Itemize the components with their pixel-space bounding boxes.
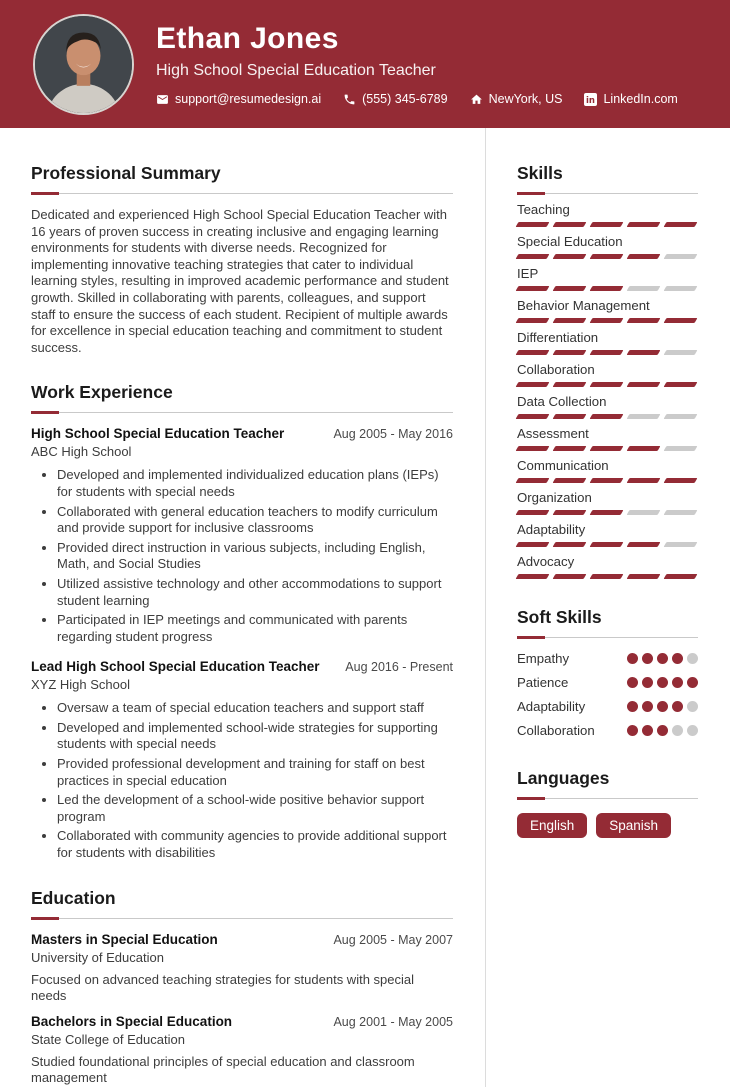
work-experience-section	[31, 382, 453, 861]
profile-photo	[33, 14, 134, 115]
education-entry	[31, 932, 453, 1005]
skill-bar	[517, 446, 698, 451]
skill-bar-segment	[627, 478, 661, 483]
job-entry	[31, 659, 453, 861]
skill-bar-segment	[516, 510, 550, 515]
education-heading: Education	[31, 888, 453, 919]
skill-bar-segment	[627, 254, 661, 259]
skill-bar-segment	[516, 382, 550, 387]
skill-bar-segment	[590, 542, 624, 547]
skill-bar	[517, 478, 698, 483]
skill-label: Differentiation	[517, 330, 599, 345]
skill-label: Assessment	[517, 426, 589, 441]
skill-entry	[517, 202, 698, 227]
skill-bar-segment	[590, 286, 624, 291]
skill-label: Advocacy	[517, 554, 575, 569]
job-company: XYZ High School	[31, 677, 130, 693]
contact-linkedin[interactable]	[584, 92, 677, 106]
skill-bar-segment	[664, 446, 698, 451]
summary-text: Dedicated and experienced High School Special Education Teacher with 16 years of proven success in creating inclusive and engaging learning environments for students with diverse needs. Recognized for implementing innovative teaching strategies that cater to individual learning styles, resulting in improved academic performance and student growth. Skilled in collaborating with parents, colleagues, and support staff to ensure the success of each student. Recipient of multiple awards for excellence in special education teaching and commitment to student success.	[31, 207, 449, 355]
soft-skill-dots	[627, 653, 698, 664]
soft-skill-dot	[672, 725, 683, 736]
skill-bar-segment	[590, 414, 624, 419]
education-dates: Aug 2005 - May 2007	[333, 932, 453, 947]
skill-bar-segment	[627, 446, 661, 451]
education-entry-header	[31, 932, 453, 947]
skill-bar-segment	[664, 478, 698, 483]
skill-entry	[517, 426, 698, 451]
skill-bar-segment	[553, 318, 587, 323]
bullet-item: • Provided professional development and training for staff on best practices in special education	[57, 756, 453, 789]
contact-linkedin-text: LinkedIn.com	[603, 92, 678, 106]
soft-skill-dot	[657, 653, 668, 664]
contact-location	[470, 92, 563, 106]
skill-entry	[517, 234, 698, 259]
skill-bar-segment	[516, 574, 550, 579]
main-column	[0, 128, 485, 1087]
soft-skill-dot	[657, 677, 668, 688]
language-badge: English	[517, 813, 587, 838]
skill-bar-segment	[664, 382, 698, 387]
work-experience-heading: Work Experience	[31, 382, 453, 413]
job-list	[31, 426, 453, 861]
skill-label: Behavior Management	[517, 298, 650, 313]
skill-bar-segment	[664, 318, 698, 323]
skill-bar	[517, 286, 698, 291]
skill-list	[517, 202, 698, 579]
skill-bar-segment	[627, 414, 661, 419]
job-bullet-list	[31, 700, 453, 861]
skill-bar-segment	[590, 222, 624, 227]
contact-location-text: NewYork, US	[488, 92, 563, 106]
languages-heading: Languages	[517, 768, 698, 799]
skill-label: Communication	[517, 458, 609, 473]
skills-heading: Skills	[517, 163, 698, 194]
education-school: University of Education	[31, 949, 164, 965]
skill-bar-segment	[627, 318, 661, 323]
soft-skill-dot	[672, 701, 683, 712]
soft-skill-entry	[517, 651, 698, 666]
linkedin-icon	[584, 93, 597, 106]
sidebar-column	[485, 128, 730, 1087]
skill-entry	[517, 298, 698, 323]
bullet-item: • Participated in IEP meetings and communicated with parents regarding student progress	[57, 612, 453, 645]
soft-skill-entry	[517, 675, 698, 690]
skill-bar-segment	[627, 510, 661, 515]
soft-skill-dots	[627, 701, 698, 712]
skill-entry	[517, 458, 698, 483]
education-description: Focused on advanced teaching strategies for students with special needs	[31, 971, 415, 1004]
education-degree: Masters in Special Education	[31, 931, 218, 947]
skill-bar-segment	[664, 542, 698, 547]
bullet-item: • Collaborated with community agencies to provide additional support for students with disabilities	[57, 828, 453, 861]
soft-skill-dot	[627, 701, 638, 712]
soft-skill-entry	[517, 723, 698, 738]
job-bullet-list	[31, 467, 453, 645]
skill-bar-segment	[590, 478, 624, 483]
skill-label: Teaching	[517, 202, 570, 217]
summary-heading: Professional Summary	[31, 163, 453, 194]
skill-bar-segment	[590, 510, 624, 515]
soft-skill-dot	[657, 701, 668, 712]
skill-bar-segment	[516, 542, 550, 547]
job-entry	[31, 426, 453, 645]
skill-bar	[517, 542, 698, 547]
skill-bar	[517, 318, 698, 323]
skill-bar-segment	[553, 574, 587, 579]
skill-bar-segment	[627, 222, 661, 227]
candidate-title: High School Special Education Teacher	[156, 62, 436, 79]
skill-bar-segment	[627, 542, 661, 547]
svg-text:in: in	[586, 95, 596, 106]
skill-entry	[517, 330, 698, 355]
skill-bar-segment	[664, 350, 698, 355]
language-badge-list	[517, 813, 698, 838]
skill-bar-segment	[664, 254, 698, 259]
bullet-item: • Oversaw a team of special education teachers and support staff	[57, 700, 453, 717]
job-entry-header	[31, 659, 453, 674]
job-company: ABC High School	[31, 444, 132, 460]
skill-bar-segment	[553, 382, 587, 387]
header-text-block	[156, 22, 678, 106]
soft-skill-dot	[657, 725, 668, 736]
soft-skill-label: Empathy	[517, 651, 570, 666]
soft-skill-dot	[627, 653, 638, 664]
soft-skills-section	[517, 607, 698, 738]
skill-bar-segment	[553, 542, 587, 547]
skill-bar-segment	[516, 478, 550, 483]
skill-bar-segment	[590, 574, 624, 579]
bullet-item: • Led the development of a school-wide positive behavior support program	[57, 792, 453, 825]
job-title: Lead High School Special Education Teacher	[31, 659, 320, 675]
skill-bar-segment	[664, 222, 698, 227]
soft-skill-dot	[642, 701, 653, 712]
skill-bar	[517, 222, 698, 227]
skill-bar-segment	[516, 446, 550, 451]
education-dates: Aug 2001 - May 2005	[333, 1014, 453, 1029]
resume-body	[0, 128, 730, 1087]
skill-bar	[517, 510, 698, 515]
skill-entry	[517, 554, 698, 579]
skill-entry	[517, 266, 698, 291]
bullet-item: • Provided direct instruction in various subjects, including English, Math, and Social Studies	[57, 540, 453, 573]
soft-skill-dot	[672, 653, 683, 664]
bullet-item: • Utilized assistive technology and other accommodations to support student learning	[57, 576, 453, 609]
skill-bar-segment	[627, 574, 661, 579]
skill-bar-segment	[553, 286, 587, 291]
soft-skill-entry	[517, 699, 698, 714]
resume-header	[0, 0, 730, 128]
soft-skills-heading: Soft Skills	[517, 607, 698, 638]
language-badge: Spanish	[596, 813, 671, 838]
home-icon	[470, 93, 483, 106]
skill-label: Data Collection	[517, 394, 607, 409]
email-icon	[156, 93, 169, 106]
skill-bar-segment	[627, 382, 661, 387]
soft-skill-dots	[627, 725, 698, 736]
education-entry-header	[31, 1014, 453, 1029]
soft-skill-dot	[627, 677, 638, 688]
phone-icon	[343, 93, 356, 106]
soft-skill-dot	[642, 653, 653, 664]
job-dates: Aug 2005 - May 2016	[333, 427, 453, 442]
education-description: Studied foundational principles of special education and classroom management	[31, 1053, 415, 1086]
education-list	[31, 932, 453, 1087]
soft-skill-dot	[627, 725, 638, 736]
soft-skill-dot	[642, 677, 653, 688]
contact-email[interactable]	[156, 92, 321, 106]
education-degree: Bachelors in Special Education	[31, 1013, 233, 1029]
soft-skill-label: Adaptability	[517, 699, 586, 714]
skill-entry	[517, 362, 698, 387]
skill-label: Adaptability	[517, 522, 586, 537]
education-section	[31, 888, 453, 1087]
skill-entry	[517, 490, 698, 515]
skill-bar-segment	[516, 222, 550, 227]
contact-row	[156, 92, 678, 106]
contact-phone-text: (555) 345-6789	[362, 92, 448, 106]
soft-skill-dot	[687, 677, 698, 688]
skill-bar	[517, 382, 698, 387]
skill-entry	[517, 522, 698, 547]
education-entry	[31, 1014, 453, 1087]
skill-bar-segment	[553, 446, 587, 451]
soft-skill-dot	[687, 653, 698, 664]
skill-bar	[517, 350, 698, 355]
skill-bar-segment	[664, 414, 698, 419]
skill-label: Special Education	[517, 234, 623, 249]
skill-bar-segment	[590, 254, 624, 259]
summary-section	[31, 163, 453, 356]
skill-bar	[517, 414, 698, 419]
skill-bar-segment	[590, 446, 624, 451]
skill-bar-segment	[590, 382, 624, 387]
job-title: High School Special Education Teacher	[31, 426, 285, 442]
skill-bar-segment	[553, 478, 587, 483]
soft-skill-dot	[642, 725, 653, 736]
skill-bar-segment	[664, 574, 698, 579]
skill-bar-segment	[516, 350, 550, 355]
contact-email-text: support@resumedesign.ai	[175, 92, 322, 106]
skill-bar-segment	[553, 414, 587, 419]
skill-bar-segment	[627, 286, 661, 291]
soft-skill-dots	[627, 677, 698, 688]
soft-skill-label: Patience	[517, 675, 569, 690]
soft-skill-dot	[687, 725, 698, 736]
skill-bar	[517, 574, 698, 579]
education-school: State College of Education	[31, 1031, 185, 1047]
skill-bar-segment	[516, 318, 550, 323]
skill-bar-segment	[590, 318, 624, 323]
skill-bar-segment	[590, 350, 624, 355]
avatar-illustration	[35, 16, 132, 113]
skill-label: Collaboration	[517, 362, 595, 377]
job-dates: Aug 2016 - Present	[345, 660, 453, 675]
contact-phone[interactable]	[343, 92, 447, 106]
skill-label: Organization	[517, 490, 592, 505]
skills-section	[517, 163, 698, 579]
bullet-item: • Collaborated with general education teachers to modify curriculum and provide support for inclusive classrooms	[57, 504, 453, 537]
skill-bar-segment	[664, 286, 698, 291]
skill-bar-segment	[553, 254, 587, 259]
soft-skill-dot	[687, 701, 698, 712]
skill-label: IEP	[517, 266, 539, 281]
languages-section	[517, 768, 698, 838]
skill-bar-segment	[553, 222, 587, 227]
skill-bar-segment	[516, 286, 550, 291]
candidate-name: Ethan Jones	[156, 22, 339, 55]
soft-skill-list	[517, 651, 698, 738]
skill-bar	[517, 254, 698, 259]
soft-skill-label: Collaboration	[517, 723, 595, 738]
soft-skill-dot	[672, 677, 683, 688]
job-entry-header	[31, 426, 453, 441]
skill-entry	[517, 394, 698, 419]
skill-bar-segment	[516, 254, 550, 259]
skill-bar-segment	[553, 510, 587, 515]
skill-bar-segment	[553, 350, 587, 355]
skill-bar-segment	[516, 414, 550, 419]
bullet-item: • Developed and implemented school-wide strategies for supporting students with special needs	[57, 720, 453, 753]
skill-bar-segment	[627, 350, 661, 355]
skill-bar-segment	[664, 510, 698, 515]
bullet-item: • Developed and implemented individualized education plans (IEPs) for students with special needs	[57, 467, 453, 500]
